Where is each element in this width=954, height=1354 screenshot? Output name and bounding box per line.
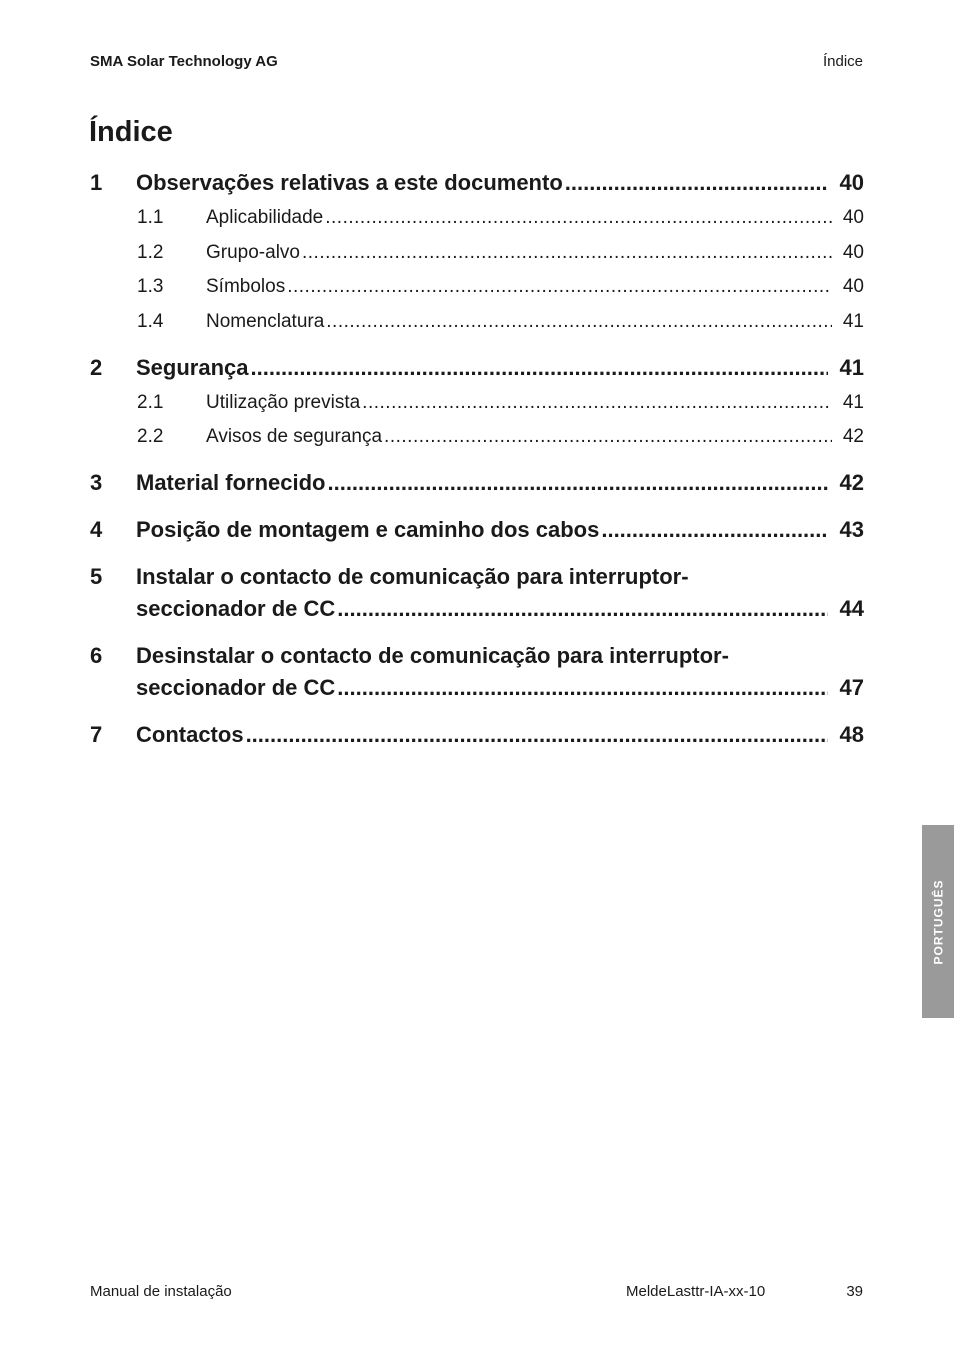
toc-entry-4[interactable] (136, 517, 864, 543)
toc-chapter-number: 4 (90, 517, 103, 542)
toc-leader-dots (337, 596, 828, 622)
toc-entry-1-1[interactable] (206, 207, 864, 229)
page-title: Índice (89, 116, 173, 148)
toc-entry-1-2[interactable] (206, 242, 864, 264)
toc-entry-page: 40 (842, 242, 864, 263)
toc-entry-label: Contactos (136, 722, 244, 747)
toc-entry-page: 40 (839, 170, 864, 195)
toc-chapter-number: 2 (90, 355, 103, 380)
toc-entry-1-3[interactable] (206, 276, 864, 298)
toc-leader-dots (251, 355, 829, 381)
footer-page-number: 39 (846, 1283, 863, 1300)
toc-entry-page: 47 (839, 675, 864, 700)
toc-entry-label: Utilização prevista (206, 392, 361, 413)
toc-entry-5[interactable] (136, 596, 864, 622)
header-company: SMA Solar Technology AG (90, 53, 278, 70)
toc-leader-dots (384, 426, 832, 448)
toc-section-number: 1.1 (137, 207, 164, 228)
toc-entry-page: 42 (839, 470, 864, 495)
toc-section-number: 1.2 (137, 242, 164, 263)
toc-entry-2[interactable] (136, 355, 864, 381)
toc-entry-page: 44 (839, 596, 864, 621)
toc-entry-2-1[interactable] (206, 392, 864, 414)
toc-leader-dots (326, 311, 832, 333)
toc-entry-page: 43 (839, 517, 864, 542)
toc-leader-dots (565, 170, 828, 196)
toc-entry-7[interactable] (136, 722, 864, 748)
toc-leader-dots (601, 517, 828, 543)
toc-chapter-number: 7 (90, 722, 103, 747)
toc-leader-dots (302, 242, 832, 264)
header-section: Índice (822, 53, 863, 70)
toc-entry-page: 48 (839, 722, 864, 747)
toc-section-number: 1.4 (137, 311, 164, 332)
toc-section-number: 2.2 (137, 426, 164, 447)
toc-chapter-number: 6 (90, 643, 103, 668)
toc-entry-page: 41 (839, 355, 864, 380)
toc-entry-label: seccionador de CC (136, 596, 336, 621)
toc-entry-1[interactable] (136, 170, 864, 196)
toc-chapter-number: 5 (90, 564, 103, 589)
toc-entry-label: Grupo-alvo (206, 242, 300, 263)
toc-section-number: 1.3 (137, 276, 164, 297)
toc-leader-dots (327, 470, 828, 496)
toc-entry-page: 41 (842, 392, 864, 413)
toc-leader-dots (287, 276, 832, 298)
footer-manual: Manual de instalação (90, 1283, 232, 1300)
toc-entry-page: 42 (842, 426, 864, 447)
toc-entry-6[interactable] (136, 675, 864, 701)
toc-leader-dots (337, 675, 828, 701)
toc-entry-label: Material fornecido (136, 470, 326, 495)
toc-entry-label: Símbolos (206, 276, 286, 297)
toc-entry-page: 40 (842, 276, 864, 297)
toc-entry-1-4[interactable] (206, 311, 864, 333)
toc-entry-label-line1[interactable]: Desinstalar o contacto de comunicação para interruptor- (136, 643, 729, 668)
toc-entry-label-line1[interactable]: Instalar o contacto de comunicação para interruptor- (136, 564, 689, 589)
toc-leader-dots (246, 722, 828, 748)
toc-entry-label: Segurança (136, 355, 249, 380)
toc-chapter-number: 3 (90, 470, 103, 495)
toc-entry-page: 40 (842, 207, 864, 228)
toc-chapter-number: 1 (90, 170, 103, 195)
toc-leader-dots (325, 207, 832, 229)
language-tab (922, 825, 954, 1018)
toc-entry-label: Observações relativas a este documento (136, 170, 563, 195)
language-tab-label: PORTUGUÊS (931, 878, 946, 965)
toc-leader-dots (362, 392, 832, 414)
toc-entry-page: 41 (842, 311, 864, 332)
toc-entry-3[interactable] (136, 470, 864, 496)
footer-doc-code: MeldeLasttr-IA-xx-10 (626, 1283, 766, 1300)
toc-entry-label: Aplicabilidade (206, 207, 324, 228)
toc-entry-2-2[interactable] (206, 426, 864, 448)
toc-entry-label: Posição de montagem e caminho dos cabos (136, 517, 600, 542)
toc-entry-label: Avisos de segurança (206, 426, 383, 447)
toc-entry-label: Nomenclatura (206, 311, 325, 332)
toc-section-number: 2.1 (137, 392, 164, 413)
toc-entry-label: seccionador de CC (136, 675, 336, 700)
